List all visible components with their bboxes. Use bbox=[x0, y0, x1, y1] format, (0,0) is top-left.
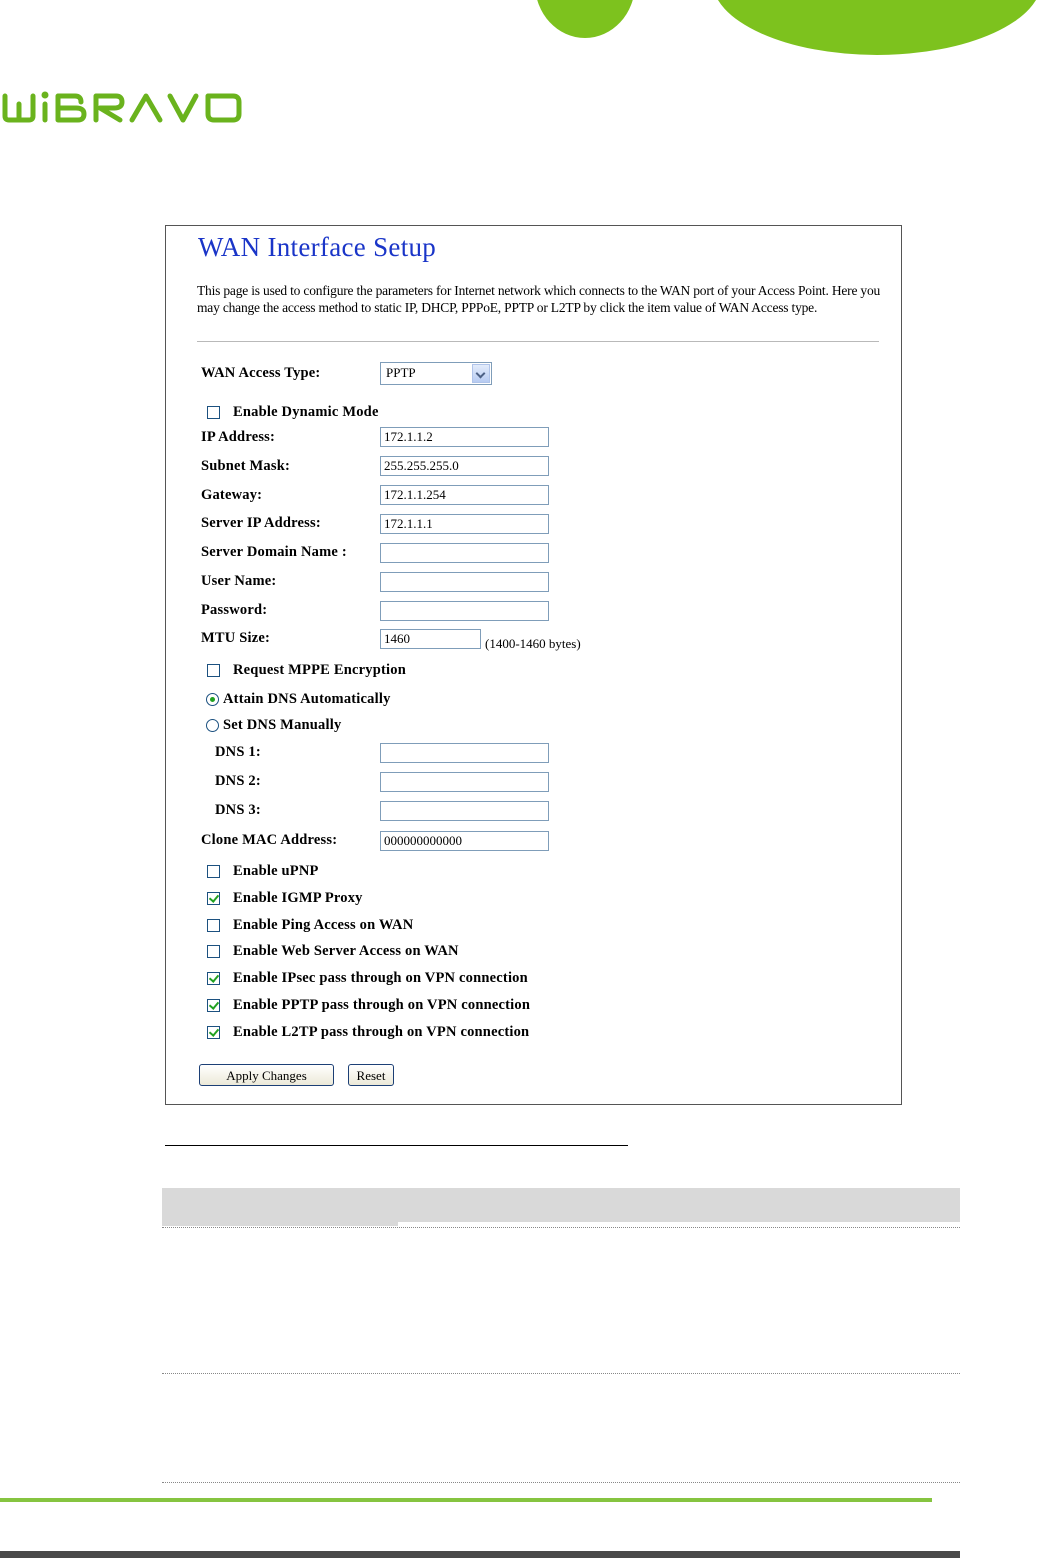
upnp-label: Enable uPNP bbox=[233, 862, 319, 879]
gateway-input[interactable]: 172.1.1.254 bbox=[380, 485, 549, 505]
web-wan-checkbox[interactable] bbox=[207, 945, 220, 958]
dns3-label: DNS 3: bbox=[215, 802, 261, 818]
web-wan-row[interactable] bbox=[207, 942, 459, 958]
pptp-pass-checkbox[interactable] bbox=[207, 999, 220, 1012]
upnp-row[interactable] bbox=[207, 862, 319, 878]
server-ip-input[interactable]: 172.1.1.1 bbox=[380, 514, 549, 534]
ping-wan-label: Enable Ping Access on WAN bbox=[233, 916, 414, 933]
dynamic-mode-checkbox[interactable] bbox=[207, 406, 220, 419]
dns1-input[interactable] bbox=[380, 743, 549, 763]
dns-manual-row[interactable] bbox=[206, 716, 341, 734]
mppe-checkbox[interactable] bbox=[207, 664, 220, 677]
table-header bbox=[162, 1188, 960, 1222]
dns-auto-row[interactable] bbox=[206, 690, 391, 708]
l2tp-pass-label: Enable L2TP pass through on VPN connection bbox=[233, 1023, 530, 1040]
pptp-pass-label: Enable PPTP pass through on VPN connection bbox=[233, 996, 531, 1013]
dns2-label: DNS 2: bbox=[215, 773, 261, 789]
header-decoration-right bbox=[712, 0, 1038, 55]
wan-access-type-value: PPTP bbox=[386, 365, 416, 380]
clone-mac-label: Clone MAC Address: bbox=[201, 832, 338, 848]
dns-auto-label: Attain DNS Automatically bbox=[223, 690, 391, 707]
divider bbox=[197, 341, 879, 342]
igmp-checkbox[interactable] bbox=[207, 892, 220, 905]
igmp-label: Enable IGMP Proxy bbox=[233, 889, 363, 906]
password-input[interactable] bbox=[380, 601, 549, 621]
table-row-divider bbox=[162, 1227, 960, 1228]
table-header-shadow bbox=[162, 1222, 398, 1226]
dns1-label: DNS 1: bbox=[215, 744, 261, 760]
dns2-input[interactable] bbox=[380, 772, 549, 792]
table-row-divider bbox=[162, 1482, 960, 1483]
ping-wan-row[interactable] bbox=[207, 916, 413, 932]
ip-address-label: IP Address: bbox=[201, 429, 276, 445]
dynamic-mode-label: Enable Dynamic Mode bbox=[233, 403, 379, 420]
web-wan-label: Enable Web Server Access on WAN bbox=[233, 942, 459, 959]
page-title: WAN Interface Setup bbox=[198, 232, 437, 262]
ipsec-checkbox[interactable] bbox=[207, 972, 220, 985]
reset-button[interactable]: Reset bbox=[348, 1064, 394, 1086]
ping-wan-checkbox[interactable] bbox=[207, 919, 220, 932]
upnp-checkbox[interactable] bbox=[207, 865, 220, 878]
gateway-label: Gateway: bbox=[201, 487, 263, 503]
chevron-down-icon[interactable] bbox=[472, 364, 490, 383]
ip-address-input[interactable]: 172.1.1.2 bbox=[380, 427, 549, 447]
caption-underline bbox=[165, 1145, 628, 1146]
page-description: This page is used to configure the parameters for Internet network which connects to the WAN port of your Access Point. Here you may change the access method to static IP, DHCP, PPPoE, PPTP or L2TP by click the item value of WAN Access type. bbox=[197, 283, 881, 315]
l2tp-pass-row[interactable] bbox=[207, 1023, 529, 1039]
server-domain-input[interactable] bbox=[380, 543, 549, 563]
wan-access-type-label: WAN Access Type: bbox=[201, 365, 321, 381]
mtu-input[interactable]: 1460 bbox=[380, 629, 481, 649]
ipsec-row[interactable] bbox=[207, 969, 528, 985]
mppe-label: Request MPPE Encryption bbox=[233, 661, 406, 678]
server-ip-label: Server IP Address: bbox=[201, 515, 321, 531]
dns-manual-radio[interactable] bbox=[206, 719, 219, 732]
apply-changes-button[interactable]: Apply Changes bbox=[199, 1064, 334, 1086]
footer-green-bar bbox=[0, 1498, 932, 1502]
ipsec-label: Enable IPsec pass through on VPN connection bbox=[233, 969, 528, 986]
wibravo-logo bbox=[0, 86, 250, 126]
clone-mac-input[interactable]: 000000000000 bbox=[380, 831, 549, 851]
igmp-row[interactable] bbox=[207, 889, 363, 905]
dns-auto-radio[interactable] bbox=[206, 693, 219, 706]
dns-manual-label: Set DNS Manually bbox=[223, 716, 342, 733]
wan-setup-panel bbox=[165, 225, 902, 1105]
footer-dark-bar bbox=[0, 1551, 960, 1558]
header-decoration-left bbox=[535, 0, 635, 38]
password-label: Password: bbox=[201, 602, 268, 618]
server-domain-label: Server Domain Name : bbox=[201, 544, 347, 560]
mtu-label: MTU Size: bbox=[201, 630, 271, 646]
pptp-pass-row[interactable] bbox=[207, 996, 530, 1012]
l2tp-pass-checkbox[interactable] bbox=[207, 1026, 220, 1039]
dynamic-mode-row[interactable] bbox=[207, 403, 379, 419]
dns3-input[interactable] bbox=[380, 801, 549, 821]
mtu-unit: (1400-1460 bytes) bbox=[485, 636, 581, 651]
subnet-mask-input[interactable]: 255.255.255.0 bbox=[380, 456, 549, 476]
subnet-mask-label: Subnet Mask: bbox=[201, 458, 291, 474]
wan-access-type-select[interactable] bbox=[380, 362, 492, 385]
user-name-input[interactable] bbox=[380, 572, 549, 592]
mppe-row[interactable] bbox=[207, 661, 406, 677]
user-name-label: User Name: bbox=[201, 573, 277, 589]
table-row-divider bbox=[162, 1373, 960, 1374]
